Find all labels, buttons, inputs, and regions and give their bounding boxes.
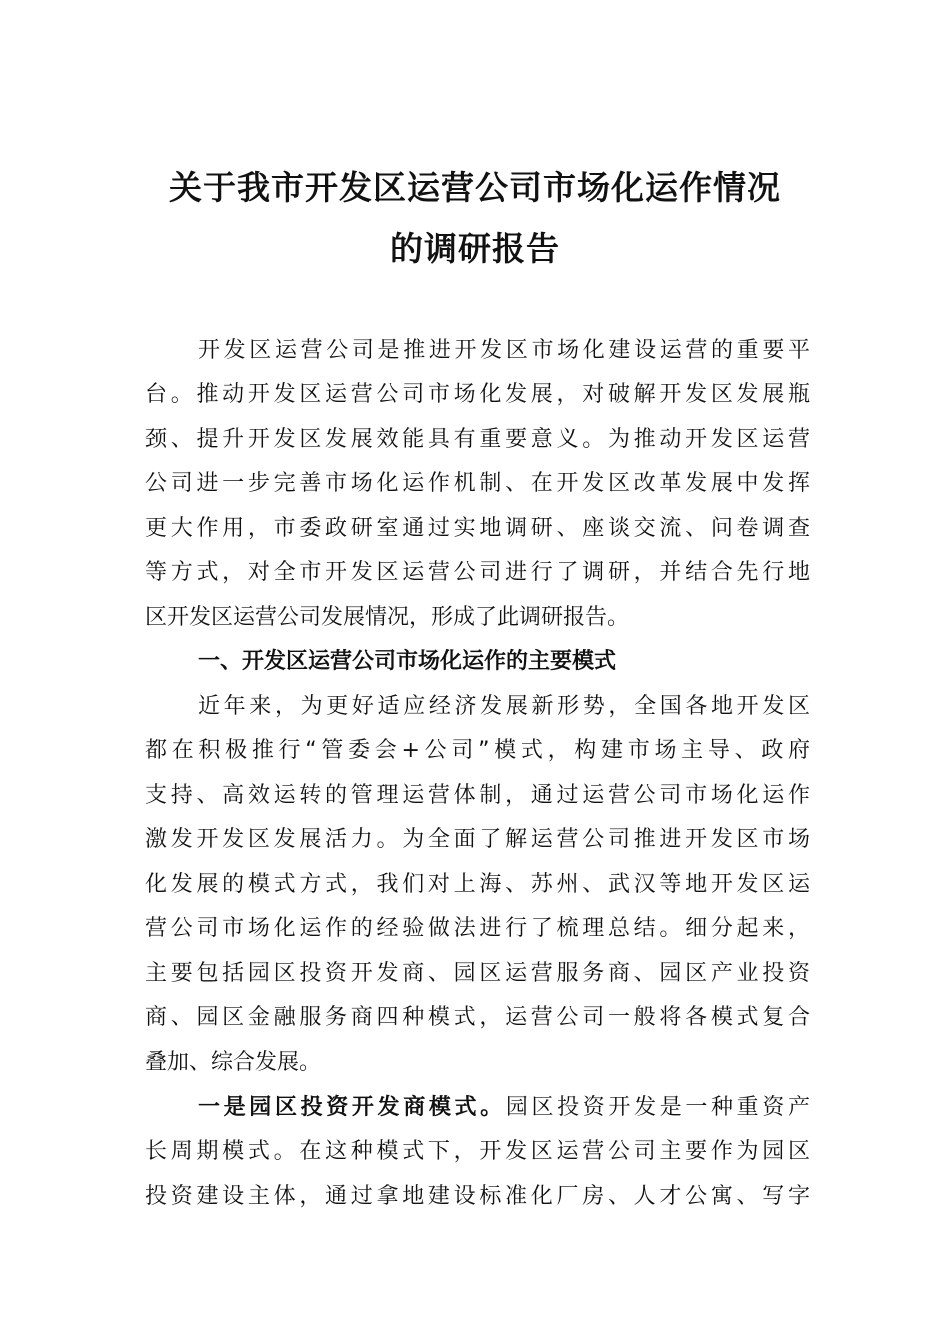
section-para-line: 商、园区金融服务商四种模式，运营公司一般将各模式复合 [145,1005,810,1030]
intro-line: 区开发区运营公司发展情况，形成了此调研报告。 [145,605,630,630]
mode1-first-line [198,1086,810,1130]
section-para-line: 激发开发区发展活力。为全面了解运营公司推进开发区市场 [145,827,810,852]
document-title-line-1: 关于我市开发区运营公司市场化运作情况 [169,168,781,207]
intro-line: 颈、提升开发区发展效能具有重要意义。为推动开发区运营 [145,427,810,452]
intro-line: 更大作用，市委政研室通过实地调研、座谈交流、问卷调查 [145,516,810,541]
section-para-line: 主要包括园区投资开发商、园区运营服务商、园区产业投资 [145,961,810,986]
section-para-line: 化发展的模式方式，我们对上海、苏州、武汉等地开发区运 [145,872,810,897]
mode1-line: 投资建设主体，通过拿地建设标准化厂房、人才公寓、写字 [145,1184,810,1209]
intro-line: 台。推动开发区运营公司市场化发展，对破解开发区发展瓶 [145,382,810,407]
mode1-line: 长周期模式。在这种模式下，开发区运营公司主要作为园区 [145,1139,810,1164]
section-para-line: 营公司市场化运作的经验做法进行了梳理总结。细分起来， [145,916,810,941]
section-para-line: 叠加、综合发展。 [145,1050,322,1075]
section-para-line: 支持、高效运转的管理运营体制，通过运营公司市场化运作 [145,783,810,808]
section-para-line: 近年来，为更好适应经济发展新形势，全国各地开发区 [198,694,810,719]
section-para-line: 都在积极推行“管委会+公司”模式，构建市场主导、政府 [145,738,810,763]
mode1-first-rest: 园区投资开发是一种重资产 [505,1095,810,1120]
intro-line: 公司进一步完善市场化运作机制、在开发区改革发展中发挥 [145,471,810,496]
section-heading: 一、开发区运营公司市场化运作的主要模式 [198,649,617,674]
mode1-lead: 一是园区投资开发商模式。 [198,1095,506,1120]
document-title-line-2: 的调研报告 [390,229,560,268]
intro-line: 等方式，对全市开发区运营公司进行了调研，并结合先行地 [145,560,810,585]
intro-line: 开发区运营公司是推进开发区市场化建设运营的重要平 [198,338,810,363]
